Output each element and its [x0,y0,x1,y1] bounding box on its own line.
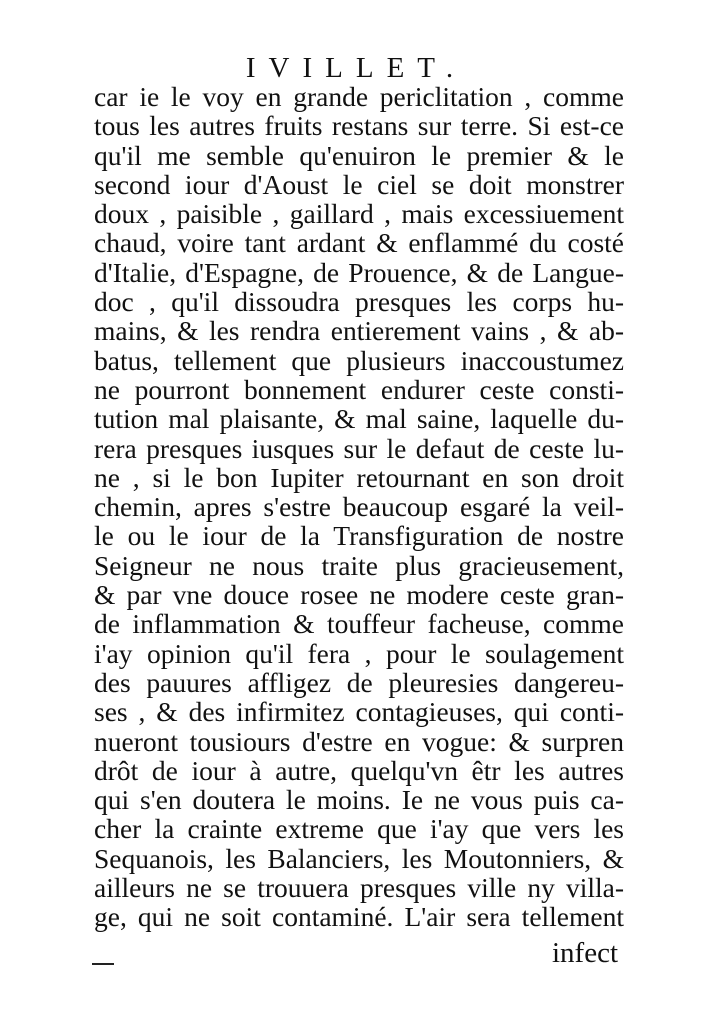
text-line: tous les autres fruits restans sur terre. Si est-ce [94,110,624,142]
running-head: IVILLET. [245,52,467,84]
text-line: des pauures affligez de pleuresies dangereu- [94,666,624,698]
text-line: qui s'en doutera le moins. Ie ne vous puis ca- [94,784,624,816]
text-line: car ie le voy en grande periclitation , comme [94,81,624,112]
text-line: Seigneur ne nous traite plus gracieusement, [94,549,624,581]
text-line: ailleurs ne se trouuera presques ville ny villa- [94,872,624,904]
text-line: cher la crainte extreme que i'ay que vers les [94,813,624,845]
text-line: tution mal plaisante, & mal saine, laquelle du- [94,403,624,435]
text-line: Sequanois, les Balanciers, les Moutonniers, & [94,842,624,874]
body-text [94,82,624,932]
text-line: rera presques iusques sur le defaut de ceste lu- [94,432,624,464]
text-line: chemin, apres s'estre beaucoup esgaré la veil- [94,491,624,523]
text-line: chaud, voire tant ardant & enflammé du costé [94,227,624,259]
margin-rule [92,963,114,965]
text-line: doc , qu'il dissoudra presques les corps hu- [94,286,624,318]
text-line: doux , paisible , gaillard , mais excessiuement [94,198,624,230]
text-line: ne , si le bon Iupiter retournant en son droit [94,461,624,493]
text-line: d'Italie, d'Espagne, de Prouence, & de Langue- [94,256,624,288]
text-line: drôt de iour à autre, quelqu'vn êtr les autres [94,754,624,786]
text-line: & par vne douce rosee ne modere ceste gran- [94,579,624,611]
text-line: ne pourront bonnement endurer ceste consti- [94,373,624,405]
text-line: batus, tellement que plusieurs inaccoustumez [94,344,624,376]
text-line: le ou le iour de la Transfiguration de nostre [94,520,624,552]
text-line: ge, qui ne soit contaminé. L'air sera tellement [94,901,624,933]
text-line: qu'il me semble qu'enuiron le premier & le [94,139,624,171]
catchword: infect [551,937,618,969]
text-line: i'ay opinion qu'il fera , pour le soulagement [94,637,624,669]
text-line: ses , & des infirmitez contagieuses, qui conti- [94,696,624,728]
text-line: second iour d'Aoust le ciel se doit monstrer [94,168,624,200]
text-line: nueront tousiours d'estre en vogue: & surpren [94,725,624,757]
text-line: de inflammation & touffeur facheuse, comme [94,608,624,640]
text-line: mains, & les rendra entierement vains , & ab- [94,315,624,347]
